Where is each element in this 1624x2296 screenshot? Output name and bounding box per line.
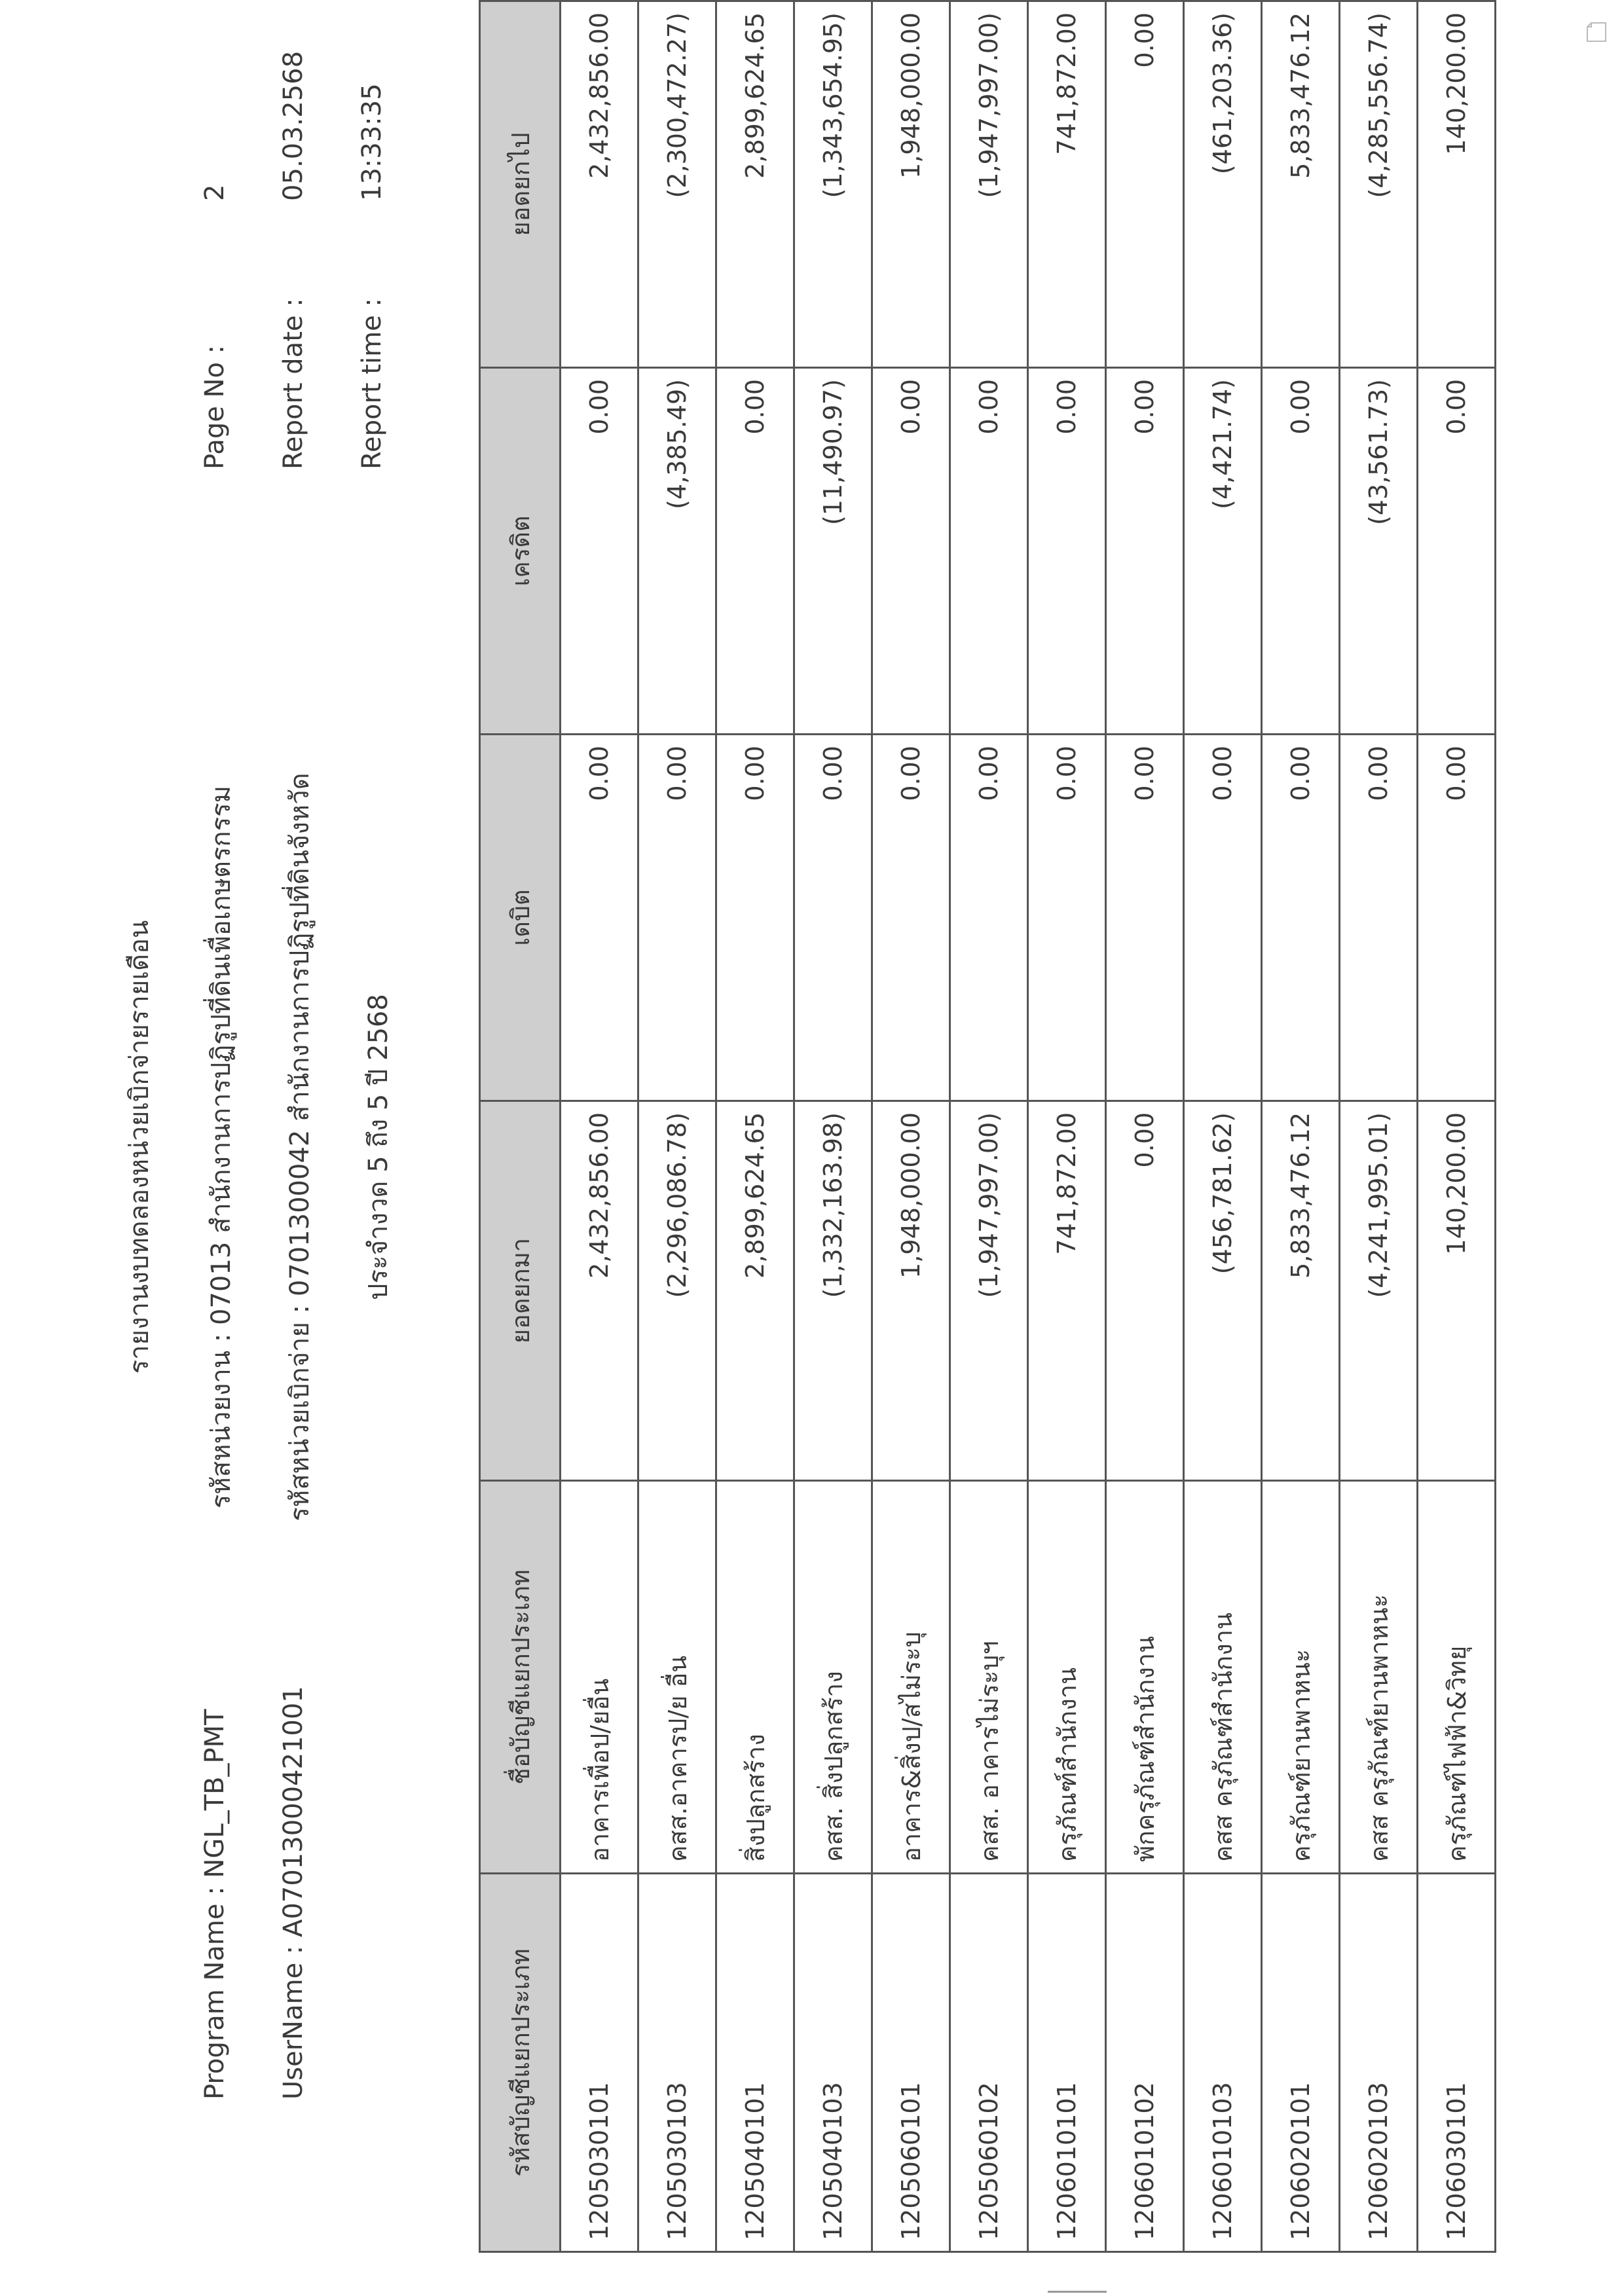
period-line: ประจำงวด 5 ถึง 5 ปี 2568	[363, 994, 394, 1300]
cell-carried-forward: (2,300,472.27)	[638, 1, 716, 368]
cell-brought-forward: (456,781.62)	[1184, 1101, 1262, 1481]
cell-debit: 0.00	[1106, 735, 1184, 1101]
cell-code: 1205060102	[950, 1874, 1028, 2252]
cell-brought-forward: (2,296,086.78)	[638, 1101, 716, 1481]
table-row	[794, 1, 872, 2252]
table-row	[1340, 1, 1418, 2252]
cell-debit: 0.00	[561, 735, 638, 1101]
cell-credit: (11,490.97)	[794, 368, 872, 735]
cell-debit: 0.00	[716, 735, 794, 1101]
table-row	[1028, 1, 1106, 2252]
cell-credit: 0.00	[716, 368, 794, 735]
header-credit: เครดิต	[480, 368, 561, 735]
cell-debit: 0.00	[1340, 735, 1418, 1101]
table-row	[716, 1, 794, 2252]
time-value: 13:33:35	[357, 83, 387, 201]
cell-code: 1205060101	[872, 1874, 950, 2252]
user-name: UserName : A07013000421001	[278, 1686, 308, 2100]
cell-brought-forward: 2,899,624.65	[716, 1101, 794, 1481]
header-debit: เดบิต	[480, 735, 561, 1101]
agency-line: รหัสหน่วยงาน : 07013 สำนักงานการปฏิรูปที่ดินเพื่อเกษตรกรรม	[206, 785, 236, 1509]
time-label: Report time :	[357, 298, 387, 469]
cell-name: ครุภัณฑ์สำนักงาน	[1028, 1481, 1106, 1874]
table-header-row	[480, 1, 561, 2252]
cell-carried-forward: 2,432,856.00	[561, 1, 638, 368]
cell-brought-forward: (1,332,163.98)	[794, 1101, 872, 1481]
cell-code: 1206020101	[1262, 1874, 1340, 2252]
cell-carried-forward: 140,200.00	[1418, 1, 1496, 368]
cell-carried-forward: 741,872.00	[1028, 1, 1106, 368]
cell-brought-forward: 741,872.00	[1028, 1101, 1106, 1481]
cell-code: 1205030101	[561, 1874, 638, 2252]
cell-carried-forward: 5,833,476.12	[1262, 1, 1340, 368]
cell-credit: 0.00	[872, 368, 950, 735]
cell-debit: 0.00	[1262, 735, 1340, 1101]
cell-code: 1206010101	[1028, 1874, 1106, 2252]
cell-carried-forward: 0.00	[1106, 1, 1184, 368]
cell-brought-forward: (4,241,995.01)	[1340, 1101, 1418, 1481]
cell-name: ครุภัณฑ์ยานพาหนะ	[1262, 1481, 1340, 1874]
cell-credit: 0.00	[1028, 368, 1106, 735]
header-carried-forward: ยอดยกไป	[480, 1, 561, 368]
cell-debit: 0.00	[1418, 735, 1496, 1101]
cell-brought-forward: 140,200.00	[1418, 1101, 1496, 1481]
cell-code: 1206010102	[1106, 1874, 1184, 2252]
cell-credit: 0.00	[561, 368, 638, 735]
cell-code: 1206010103	[1184, 1874, 1262, 2252]
table-body	[561, 1, 1496, 2252]
header-brought-forward: ยอดยกมา	[480, 1101, 561, 1481]
table-row	[1106, 1, 1184, 2252]
cell-name: พักครุภัณฑ์สำนักงาน	[1106, 1481, 1184, 1874]
trial-balance-table	[479, 0, 1496, 2253]
cell-debit: 0.00	[950, 735, 1028, 1101]
page-curl-icon	[1585, 20, 1608, 44]
cell-name: คสส. อาคารไม่ระบุฯ	[950, 1481, 1028, 1874]
table-row	[950, 1, 1028, 2252]
cell-code: 1205040101	[716, 1874, 794, 2252]
cell-carried-forward: 2,899,624.65	[716, 1, 794, 368]
cell-credit: (4,421.74)	[1184, 368, 1262, 735]
cell-carried-forward: (4,285,556.74)	[1340, 1, 1418, 368]
cell-brought-forward: (1,947,997.00)	[950, 1101, 1028, 1481]
cell-code: 1205030103	[638, 1874, 716, 2252]
cell-debit: 0.00	[1184, 735, 1262, 1101]
cell-carried-forward: (461,203.36)	[1184, 1, 1262, 368]
cell-credit: 0.00	[1106, 368, 1184, 735]
cell-carried-forward: (1,947,997.00)	[950, 1, 1028, 368]
cell-code: 1205040103	[794, 1874, 872, 2252]
table-row	[872, 1, 950, 2252]
cell-debit: 0.00	[1028, 735, 1106, 1101]
table-row	[1418, 1, 1496, 2252]
cell-name: อาคารเพื่อป/ยอื่น	[561, 1481, 638, 1874]
cell-credit: 0.00	[1262, 368, 1340, 735]
cell-carried-forward: (1,343,654.95)	[794, 1, 872, 368]
table-row	[561, 1, 638, 2252]
cell-credit: (4,385.49)	[638, 368, 716, 735]
cell-name: คสส ครุภัณฑ์ยานพาหนะ	[1340, 1481, 1418, 1874]
cell-brought-forward: 5,833,476.12	[1262, 1101, 1340, 1481]
disbursement-line: รหัสหน่วยเบิกจ่าย : 0701300042 สำนักงานการปฏิรูปที่ดินจังหวัด	[285, 773, 315, 1522]
cell-brought-forward: 2,432,856.00	[561, 1101, 638, 1481]
cell-code: 1206030101	[1418, 1874, 1496, 2252]
cell-name: ครุภัณฑ์ไฟฟ้า&วิทยุ	[1418, 1481, 1496, 1874]
program-name: Program Name : NGL_TB_PMT	[200, 1709, 230, 2100]
cell-name: คสส ครุภัณฑ์สำนักงาน	[1184, 1481, 1262, 1874]
cell-name: สิ่งปลูกสร้าง	[716, 1481, 794, 1874]
table-row	[1262, 1, 1340, 2252]
page-value: 2	[200, 184, 230, 201]
cell-credit: 0.00	[1418, 368, 1496, 735]
margin-mark	[1048, 2291, 1107, 2293]
cell-name: คสส. สิ่งปลูกสร้าง	[794, 1481, 872, 1874]
table-row	[638, 1, 716, 2252]
cell-debit: 0.00	[638, 735, 716, 1101]
cell-code: 1206020103	[1340, 1874, 1418, 2252]
cell-brought-forward: 1,948,000.00	[872, 1101, 950, 1481]
header-name: ชื่อบัญชีแยกประเภท	[480, 1481, 561, 1874]
cell-name: คสส.อาคารป/ย อื่น	[638, 1481, 716, 1874]
table-row	[1184, 1, 1262, 2252]
report-title: รายงานงบทดลองหน่วยเบิกจ่ายรายเดือน	[124, 920, 155, 1374]
date-value: 05.03.2568	[278, 50, 308, 201]
cell-brought-forward: 0.00	[1106, 1101, 1184, 1481]
cell-credit: 0.00	[950, 368, 1028, 735]
cell-debit: 0.00	[794, 735, 872, 1101]
header-code: รหัสบัญชีแยกประเภท	[480, 1874, 561, 2252]
cell-debit: 0.00	[872, 735, 950, 1101]
date-label: Report date :	[278, 298, 308, 469]
cell-credit: (43,561.73)	[1340, 368, 1418, 735]
cell-carried-forward: 1,948,000.00	[872, 1, 950, 368]
page-label: Page No :	[200, 344, 230, 469]
cell-name: อาคาร&สิ่งป/สไม่ระบุ	[872, 1481, 950, 1874]
